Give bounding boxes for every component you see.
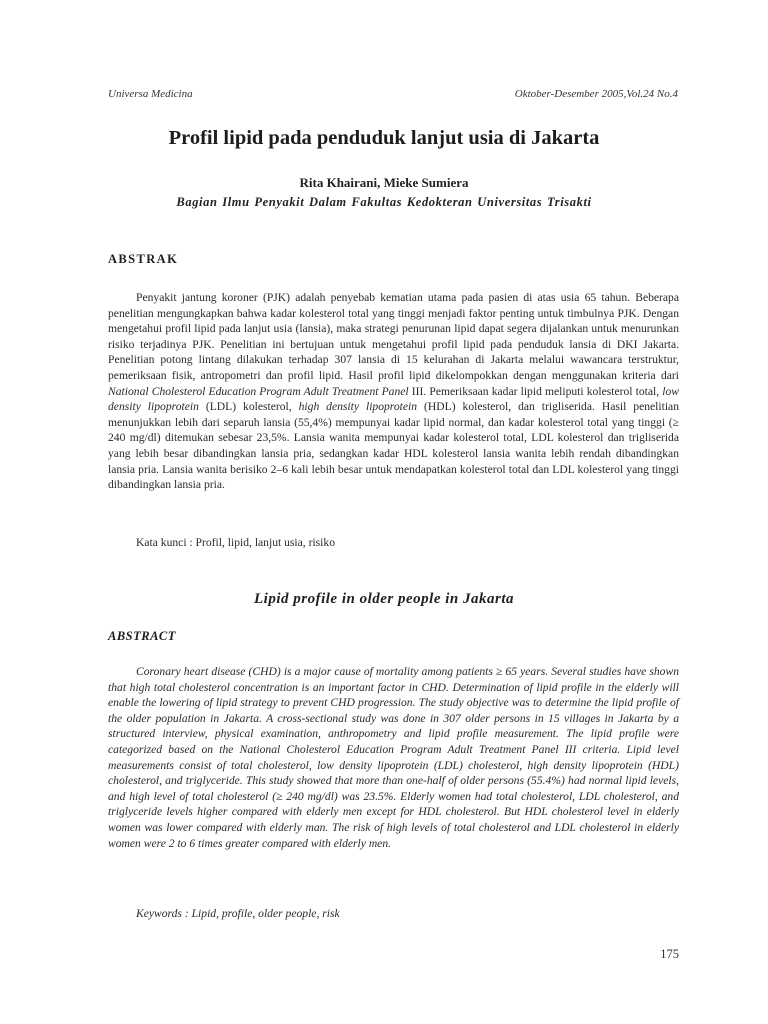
running-header (108, 88, 678, 100)
page-number: 175 (660, 947, 679, 961)
abstrak-heading: ABSTRAK (108, 252, 179, 266)
issue-info: Oktober-Desember 2005,Vol.24 No.4 (514, 88, 678, 100)
keywords-english: Keywords : Lipid, profile, older people, risk (136, 907, 340, 920)
article-authors: Rita Khairani, Mieke Sumiera (299, 175, 469, 190)
journal-name: Universa Medicina (108, 88, 193, 100)
english-title: Lipid profile in older people in Jakarta (254, 591, 514, 607)
abstract-paragraph (108, 664, 679, 851)
abstrak-term-ldl: low density lipoprotein (108, 384, 679, 414)
abstrak-term-ncep: National Cholesterol Education Program Adult Treatment Panel (108, 384, 409, 398)
kata-kunci: Kata kunci : Profil, lipid, lanjut usia, risiko (136, 536, 336, 549)
abstrak-text-3: (LDL) kolesterol, (198, 400, 299, 414)
abstrak-paragraph (108, 290, 679, 493)
abstrak-text-2: III. Pemeriksaan kadar lipid meliputi kolesterol total, (408, 384, 663, 398)
abstract-heading: ABSTRACT (108, 629, 176, 643)
abstrak-text-4: (HDL) kolesterol, dan trigliserida. Hasil penelitian menunjukkan lebih dari separuh lansia (55,4%) mempunyai kadar lipid normal, dan kadar kolesterol total yang tinggi (≥ 240 mg/dl) ditemukan sebesar 23,5%. Lansia wanita mempunyai kadar kolesterol total, LDL kolesterol dan trigliserida yang lebih besar dibandingkan lansia pria, sedangkan kadar HDL kolesterol lansia wanita lebih rendah dibandingkan lansia pria. Lansia wanita berisiko 2–6 kali lebih besar untuk mendapatkan kolesterol total dan LDL kolesterol yang tinggi dibandingkan lansia pria. (108, 400, 679, 492)
abstract-text: Coronary heart disease (CHD) is a major cause of mortality among patients ≥ 65 years. Several studies have shown that high total cholesterol concentration is an important factor in CHD. Determination of lipid profile in the elderly will enable the lowering of lipid strategy to prevent CHD progression. The study objective was to determine the lipid profile of the older population in Jakarta. A cross-sectional study was done in 307 older persons in 15 villages in Jakarta by a structured interview, physical examination, anthropometry and lipid profile measurement. The lipid profile were categorized based on the National Cholesterol Education Program Adult Treatment Panel III criteria. Lipid level measurements consist of total cholesterol, low density lipoprotein (LDL) cholesterol, high density lipoprotein (HDL) cholesterol, and triglyceride. This study showed that more than one-half of older persons (55.4%) had normal lipid levels, and high level of total cholesterol (≥ 240 mg/dl) was 23.5%. Elderly women had total cholesterol, LDL cholesterol, and triglyceride levels higher compared with elderly men except for HDL cholesterol. But HDL cholesterol level in elderly women was lower compared with elderly man. The risk of high levels of total cholesterol and LDL cholesterol in elderly women were 2 to 6 times greater compared with elderly men. (108, 665, 679, 850)
article-title: Profil lipid pada penduduk lanjut usia di Jakarta (168, 127, 600, 149)
author-affiliation: Bagian Ilmu Penyakit Dalam Fakultas Kedokteran Universitas Trisakti (176, 195, 592, 209)
abstrak-term-hdl: high density lipoprotein (298, 400, 418, 414)
abstrak-text-1: Penyakit jantung koroner (PJK) adalah penyebab kematian utama pada pasien di atas usia 65 tahun. Beberapa penelitian mengungkapkan bahwa kadar kolesterol total yang tinggi menjadi faktor penting untuk timbulnya PJK. Dengan mengetahui profil lipid pada lanjut usia (lansia), maka strategi penurunan lipid dapat segera dijalankan untuk menurunkan risiko terjadinya PJK. Penelitian ini bertujuan untuk mengetahui profil lipid pada penduduk lansia di DKI Jakarta. Penelitian potong lintang dilakukan terhadap 307 lansia di 15 kelurahan di Jakarta melalui wawancara terstruktur, pemeriksaan fisik, antropometri dan profil lipid. Hasil profil lipid dikelompokkan dengan menggunakan kriteria dari (108, 291, 679, 382)
